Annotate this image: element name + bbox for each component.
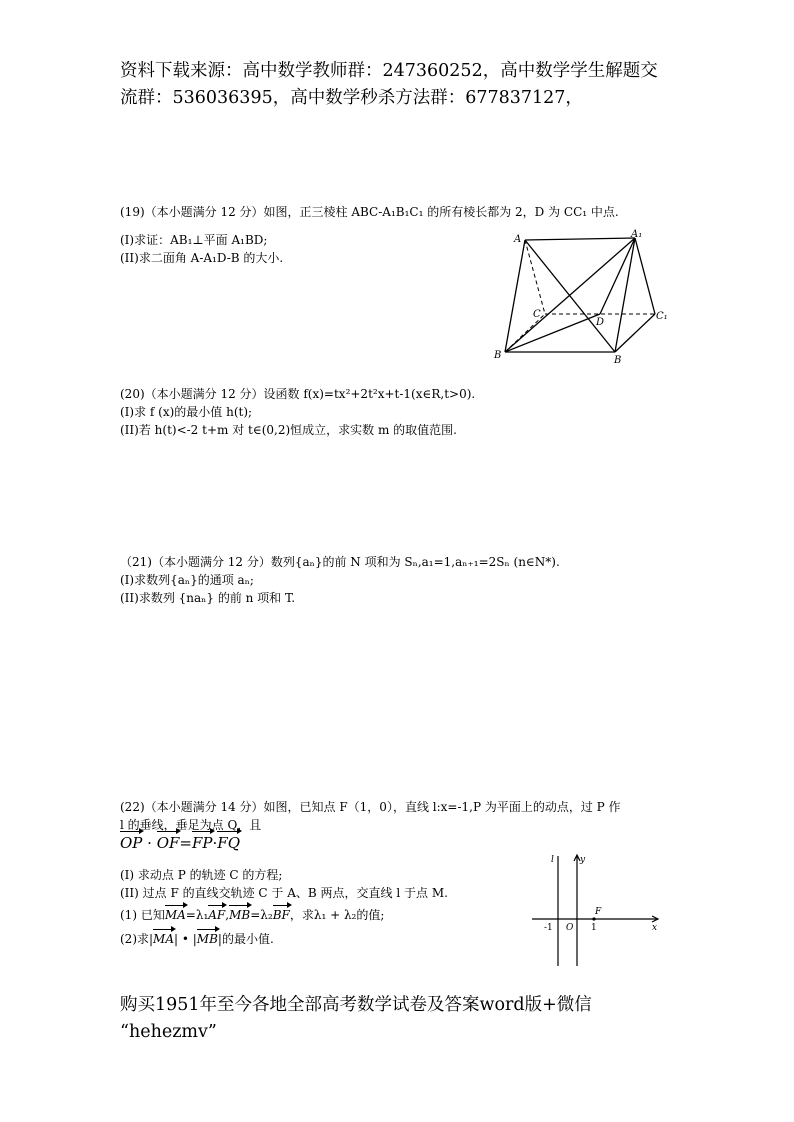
label-1: 1 [591, 923, 597, 933]
q22-intro: (22)（本小题满分 14 分）如图，已知点 F（1，0），直线 l:x=-1,P 为平面上的动点，过 P 作 [120, 800, 621, 814]
sub2-suffix: |的最小值. [217, 932, 274, 946]
q19-intro: (19)（本小题满分 12 分）如图，正三棱柱 ABC-A₁B₁C₁ 的所有棱长都为 2，D 为 CC₁ 中点. [120, 205, 619, 219]
sub1-prefix: (1) 已知 [120, 908, 165, 922]
header-line-2: 流群：536036395，高中数学秒杀方法群：677837127， [120, 88, 583, 108]
sub2-mid: | • | [174, 932, 197, 946]
vector-of: OF [156, 834, 180, 852]
footer-line-2: “hehezmv” [120, 1022, 217, 1042]
vector-mb: MB [229, 908, 251, 922]
label-C: C [533, 309, 541, 320]
sub1-eq2: =λ₂ [250, 908, 273, 922]
vector-op: OP [120, 834, 143, 852]
label-A1: A₁ [631, 229, 643, 240]
label-O: O [566, 923, 574, 933]
vector-bf: BF [272, 908, 290, 922]
q21-part1: (I)求数列{aₙ}的通项 aₙ; [120, 573, 254, 587]
q21-intro: （21)（本小题满分 12 分）数列{aₙ}的前 N 项和为 Sₙ,a₁=1,aₙ₊₁=2Sₙ (n∈N*). [120, 555, 560, 569]
label-A: A [514, 234, 522, 245]
dot2: · [212, 834, 218, 852]
vector-ma: MA [164, 908, 186, 922]
q21-part2: (II)求数列 {naₙ} 的前 n 项和 T. [120, 591, 296, 605]
dot: · [142, 834, 157, 852]
label-D: D [596, 317, 605, 328]
coordinate-figure [522, 848, 667, 972]
label-y: y [580, 855, 586, 865]
label-x: x [652, 923, 658, 933]
question-20 [120, 385, 680, 439]
q22-part1: (I) 求动点 P 的轨迹 C 的方程; [120, 868, 283, 882]
q22-part2: (II) 过点 F 的直线交轨迹 C 于 A、B 两点，交直线 l 于点 M. [120, 886, 448, 900]
sub1-eq1: =λ₁ [185, 908, 209, 922]
vector-ma-2: MA [153, 932, 174, 946]
q20-intro: (20)（本小题满分 12 分）设函数 f(x)=tx²+2t²x+t-1(x∈R,t>0). [120, 387, 476, 401]
label-F: F [595, 907, 602, 917]
sub1-suffix: ，求λ₁ + λ₂的值; [289, 908, 385, 922]
q19-part1: (I)求证：AB₁⊥平面 A₁BD; [120, 233, 268, 247]
vector-mb-2: MB [196, 932, 218, 946]
equals: = [179, 834, 192, 852]
label-C1: C₁ [656, 311, 668, 322]
q20-part2: (II)若 h(t)<-2 t+m 对 t∈(0,2)恒成立，求实数 m 的取值范围. [120, 423, 457, 437]
purchase-footer [120, 992, 680, 1046]
vector-af: AF [208, 908, 226, 922]
q20-part1: (I)求 f (x)的最小值 h(t); [120, 405, 253, 419]
header-line-1: 资料下载来源：高中数学教师群：247360252，高中数学学生解题交 [120, 61, 658, 81]
sub1-comma: , [225, 908, 230, 922]
vector-fp: FP [192, 834, 213, 852]
vector-fq: FQ [217, 834, 241, 852]
q22-intro2: l 的垂线，垂足为点 Q，且 [120, 818, 262, 832]
footer-line-1: 购买1951年至今各地全部高考数学试卷及答案word版+微信 [120, 995, 592, 1015]
label-l: l [551, 855, 554, 865]
question-21 [120, 553, 680, 607]
q19-part2: (II)求二面角 A-A₁D-B 的大小. [120, 251, 284, 265]
source-header [120, 58, 700, 112]
label-B: B [494, 350, 502, 361]
label-B1: B [614, 355, 622, 366]
prism-figure [490, 228, 680, 370]
label-neg1: -1 [544, 923, 553, 933]
sub2-prefix: (2)求| [120, 932, 154, 946]
